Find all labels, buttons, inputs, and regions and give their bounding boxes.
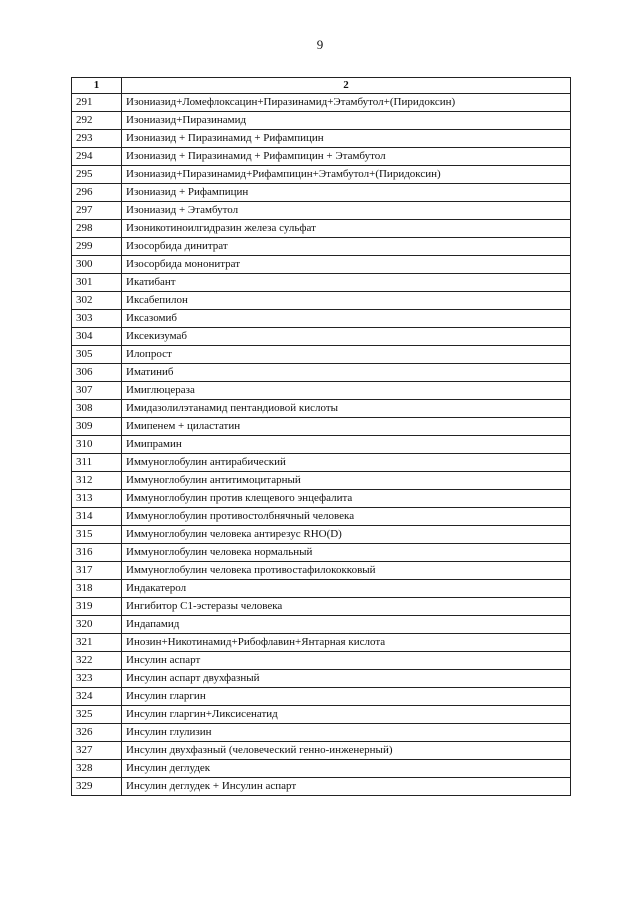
- table-row: [72, 760, 571, 778]
- row-number: 314: [72, 508, 122, 526]
- drug-name: Изониазид + Этамбутол: [122, 202, 571, 220]
- table-row: [72, 724, 571, 742]
- drug-name: Ингибитор С1-эстеразы человека: [122, 598, 571, 616]
- drug-name: Изониазид + Пиразинамид + Рифампицин: [122, 130, 571, 148]
- drug-name: Инсулин деглудек: [122, 760, 571, 778]
- table-row: [72, 634, 571, 652]
- row-number: 322: [72, 652, 122, 670]
- row-number: 328: [72, 760, 122, 778]
- table-row: [72, 544, 571, 562]
- row-number: 313: [72, 490, 122, 508]
- row-number: 320: [72, 616, 122, 634]
- drug-name: Инсулин глулизин: [122, 724, 571, 742]
- row-number: 316: [72, 544, 122, 562]
- table-row: [72, 778, 571, 796]
- drug-name: Инсулин аспарт: [122, 652, 571, 670]
- row-number: 299: [72, 238, 122, 256]
- table-row: [72, 436, 571, 454]
- drug-name: Индакатерол: [122, 580, 571, 598]
- row-number: 305: [72, 346, 122, 364]
- row-number: 303: [72, 310, 122, 328]
- drug-name: Индапамид: [122, 616, 571, 634]
- page-number: 9: [316, 37, 324, 52]
- drug-name: Изониазид+Ломефлоксацин+Пиразинамид+Этамбутол+(Пиридоксин): [122, 94, 571, 112]
- row-number: 308: [72, 400, 122, 418]
- table-row: [72, 580, 571, 598]
- drug-name: Иммуноглобулин антитимоцитарный: [122, 472, 571, 490]
- table-row: [72, 328, 571, 346]
- row-number: 296: [72, 184, 122, 202]
- row-number: 307: [72, 382, 122, 400]
- row-number: 323: [72, 670, 122, 688]
- row-number: 301: [72, 274, 122, 292]
- row-number: 309: [72, 418, 122, 436]
- drug-name: Инсулин гларгин+Ликсисенатид: [122, 706, 571, 724]
- row-number: 324: [72, 688, 122, 706]
- table-row: [72, 256, 571, 274]
- drug-name: Иксекизумаб: [122, 328, 571, 346]
- table-row: [72, 184, 571, 202]
- drug-name: Иммуноглобулин противостолбнячный человека: [122, 508, 571, 526]
- table-row: [72, 94, 571, 112]
- row-number: 321: [72, 634, 122, 652]
- table-row: [72, 670, 571, 688]
- table-row: [72, 346, 571, 364]
- drug-name: Иммуноглобулин человека противостафилококковый: [122, 562, 571, 580]
- table-row: [72, 526, 571, 544]
- row-number: 297: [72, 202, 122, 220]
- row-number: 327: [72, 742, 122, 760]
- table-row: [72, 418, 571, 436]
- row-number: 326: [72, 724, 122, 742]
- drug-name: Инозин+Никотинамид+Рибофлавин+Янтарная кислота: [122, 634, 571, 652]
- table-row: [72, 562, 571, 580]
- medication-table: [71, 77, 571, 796]
- drug-name: Иммуноглобулин человека нормальный: [122, 544, 571, 562]
- drug-name: Имиглюцераза: [122, 382, 571, 400]
- table-row: [72, 148, 571, 166]
- table-row: [72, 364, 571, 382]
- table-row: [72, 220, 571, 238]
- drug-name: Иммуноглобулин антирабический: [122, 454, 571, 472]
- drug-name: Икатибант: [122, 274, 571, 292]
- drug-name: Иммуноглобулин человека антирезус RHO(D): [122, 526, 571, 544]
- drug-name: Изосорбида мононитрат: [122, 256, 571, 274]
- table-row: [72, 508, 571, 526]
- row-number: 312: [72, 472, 122, 490]
- table-row: [72, 706, 571, 724]
- drug-name: Инсулин двухфазный (человеческий генно-инженерный): [122, 742, 571, 760]
- row-number: 291: [72, 94, 122, 112]
- row-number: 306: [72, 364, 122, 382]
- table-row: [72, 238, 571, 256]
- drug-name: Иксазомиб: [122, 310, 571, 328]
- row-number: 300: [72, 256, 122, 274]
- drug-name: Имипенем + циластатин: [122, 418, 571, 436]
- drug-name: Инсулин аспарт двухфазный: [122, 670, 571, 688]
- table-row: [72, 292, 571, 310]
- drug-name: Имидазолилэтанамид пентандиовой кислоты: [122, 400, 571, 418]
- drug-name: Иксабепилон: [122, 292, 571, 310]
- table-row: [72, 202, 571, 220]
- row-number: 311: [72, 454, 122, 472]
- drug-name: Изосорбида динитрат: [122, 238, 571, 256]
- table-row: [72, 454, 571, 472]
- drug-name: Илопрост: [122, 346, 571, 364]
- table-row: [72, 382, 571, 400]
- drug-name: Изониазид+Пиразинамид+Рифампицин+Этамбутол+(Пиридоксин): [122, 166, 571, 184]
- row-number: 298: [72, 220, 122, 238]
- table-row: [72, 742, 571, 760]
- table-row: [72, 310, 571, 328]
- row-number: 310: [72, 436, 122, 454]
- drug-name: Инсулин гларгин: [122, 688, 571, 706]
- table-row: [72, 490, 571, 508]
- drug-name: Имипрамин: [122, 436, 571, 454]
- row-number: 304: [72, 328, 122, 346]
- drug-name: Изониазид + Пиразинамид + Рифампицин + Этамбутол: [122, 148, 571, 166]
- row-number: 325: [72, 706, 122, 724]
- table-row: [72, 166, 571, 184]
- column-header-number: 1: [72, 78, 122, 94]
- table-row: [72, 598, 571, 616]
- table-row: [72, 274, 571, 292]
- table-row: [72, 472, 571, 490]
- drug-name: Инсулин деглудек + Инсулин аспарт: [122, 778, 571, 796]
- row-number: 317: [72, 562, 122, 580]
- row-number: 329: [72, 778, 122, 796]
- table-body: [72, 94, 571, 796]
- table-row: [72, 616, 571, 634]
- drug-name: Изониазид+Пиразинамид: [122, 112, 571, 130]
- table-row: [72, 130, 571, 148]
- row-number: 294: [72, 148, 122, 166]
- table-row: [72, 688, 571, 706]
- table-header-row: [72, 78, 571, 94]
- drug-name: Иматиниб: [122, 364, 571, 382]
- column-header-name: 2: [122, 78, 571, 94]
- row-number: 295: [72, 166, 122, 184]
- drug-name: Изоникотиноилгидразин железа сульфат: [122, 220, 571, 238]
- row-number: 318: [72, 580, 122, 598]
- drug-name: Изониазид + Рифампицин: [122, 184, 571, 202]
- drug-name: Иммуноглобулин против клещевого энцефалита: [122, 490, 571, 508]
- row-number: 319: [72, 598, 122, 616]
- row-number: 302: [72, 292, 122, 310]
- table-row: [72, 652, 571, 670]
- row-number: 292: [72, 112, 122, 130]
- row-number: 315: [72, 526, 122, 544]
- row-number: 293: [72, 130, 122, 148]
- table-row: [72, 400, 571, 418]
- table-row: [72, 112, 571, 130]
